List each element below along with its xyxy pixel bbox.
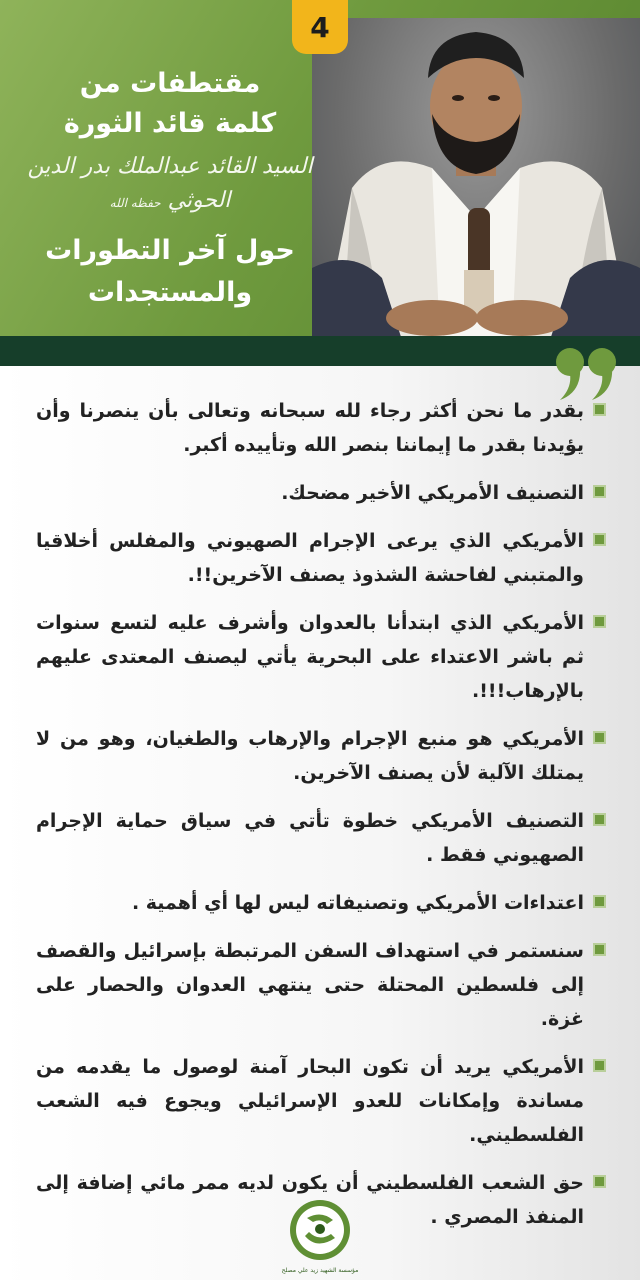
list-item xyxy=(36,722,606,790)
list-item-text: سنستمر في استهداف السفن المرتبطة بإسرائيل والقصف إلى فلسطين المحتلة حتى ينتهي العدوان والحصار على غزة. xyxy=(36,940,584,1030)
list-item xyxy=(36,394,606,462)
bullet-square-icon xyxy=(593,813,606,826)
logo-text: مؤسسة الشهيد زيد علي مصلح xyxy=(281,1267,359,1274)
page-number: 4 xyxy=(310,10,330,44)
leader-portrait xyxy=(312,18,640,340)
list-item xyxy=(36,524,606,592)
quote-list xyxy=(36,394,606,1248)
list-item-text: التصنيف الأمريكي الأخير مضحك. xyxy=(281,482,584,504)
list-item-text: بقدر ما نحن أكثر رجاء لله سبحانه وتعالى بأن ينصرنا وأن يؤيدنا بقدر ما إيماننا بنصر الله وتأييده أكبر. xyxy=(36,400,584,456)
title-line-1: مقتطفات من xyxy=(79,68,261,99)
list-item xyxy=(36,934,606,1036)
bullet-square-icon xyxy=(593,895,606,908)
leader-name: السيد القائد عبدالملك بدر الدين الحوثي xyxy=(27,154,313,213)
bullet-square-icon xyxy=(593,1175,606,1188)
bullet-square-icon xyxy=(593,533,606,546)
bullet-square-icon xyxy=(593,485,606,498)
list-item-text: الأمريكي الذي يرعى الإجرام الصهيوني والمفلس أخلاقيا والمتبني لفاحشة الشذوذ يصنف الآخرين!!. xyxy=(36,530,584,586)
list-item-text: اعتداءات الأمريكي وتصنيفاته ليس لها أي أهمية . xyxy=(131,892,584,914)
bullet-square-icon xyxy=(593,731,606,744)
portrait-illustration xyxy=(312,18,640,340)
list-item xyxy=(36,606,606,708)
title-block xyxy=(20,64,320,314)
header-divider-band xyxy=(0,336,640,366)
list-item xyxy=(36,476,606,510)
list-item-text: حق الشعب الفلسطيني أن يكون لديه ممر مائي إضافة إلى المنفذ المصري . xyxy=(36,1172,584,1228)
title-line-3: حول آخر التطورات xyxy=(45,235,295,266)
page-number-badge xyxy=(292,0,348,54)
bullet-square-icon xyxy=(593,1059,606,1072)
list-item xyxy=(36,804,606,872)
title-line-2: كلمة قائد الثورة xyxy=(63,108,277,139)
header-banner xyxy=(0,0,640,340)
list-item-text: التصنيف الأمريكي خطوة تأتي في سياق حماية الإجرام الصهيوني فقط . xyxy=(36,810,584,866)
list-item xyxy=(36,886,606,920)
bullet-square-icon xyxy=(593,615,606,628)
bullet-square-icon xyxy=(593,943,606,956)
leader-honorific: حفظه الله xyxy=(109,196,161,210)
leader-name-calligraphy xyxy=(20,150,320,220)
foundation-logo-icon xyxy=(277,1196,363,1280)
list-item xyxy=(36,1050,606,1152)
bullet-square-icon xyxy=(593,403,606,416)
list-item-text: الأمريكي الذي ابتدأنا بالعدوان وأشرف عليه لتسع سنوات ثم باشر الاعتداء على البحرية يأتي ليصنف المعتدى عليهم بالإرهاب!!!. xyxy=(36,612,584,702)
list-item-text: الأمريكي يريد أن تكون البحار آمنة لوصول ما يقدمه من مساندة وإمكانات للعدو الإسرائيلي ويجوع فيه الشعب الفلسطيني. xyxy=(36,1056,584,1146)
list-item-text: الأمريكي هو منبع الإجرام والإرهاب والطغيان، وهو من لا يمتلك الآلية لأن يصنف الآخرين. xyxy=(36,728,584,784)
title-line-4: والمستجدات xyxy=(87,277,253,308)
